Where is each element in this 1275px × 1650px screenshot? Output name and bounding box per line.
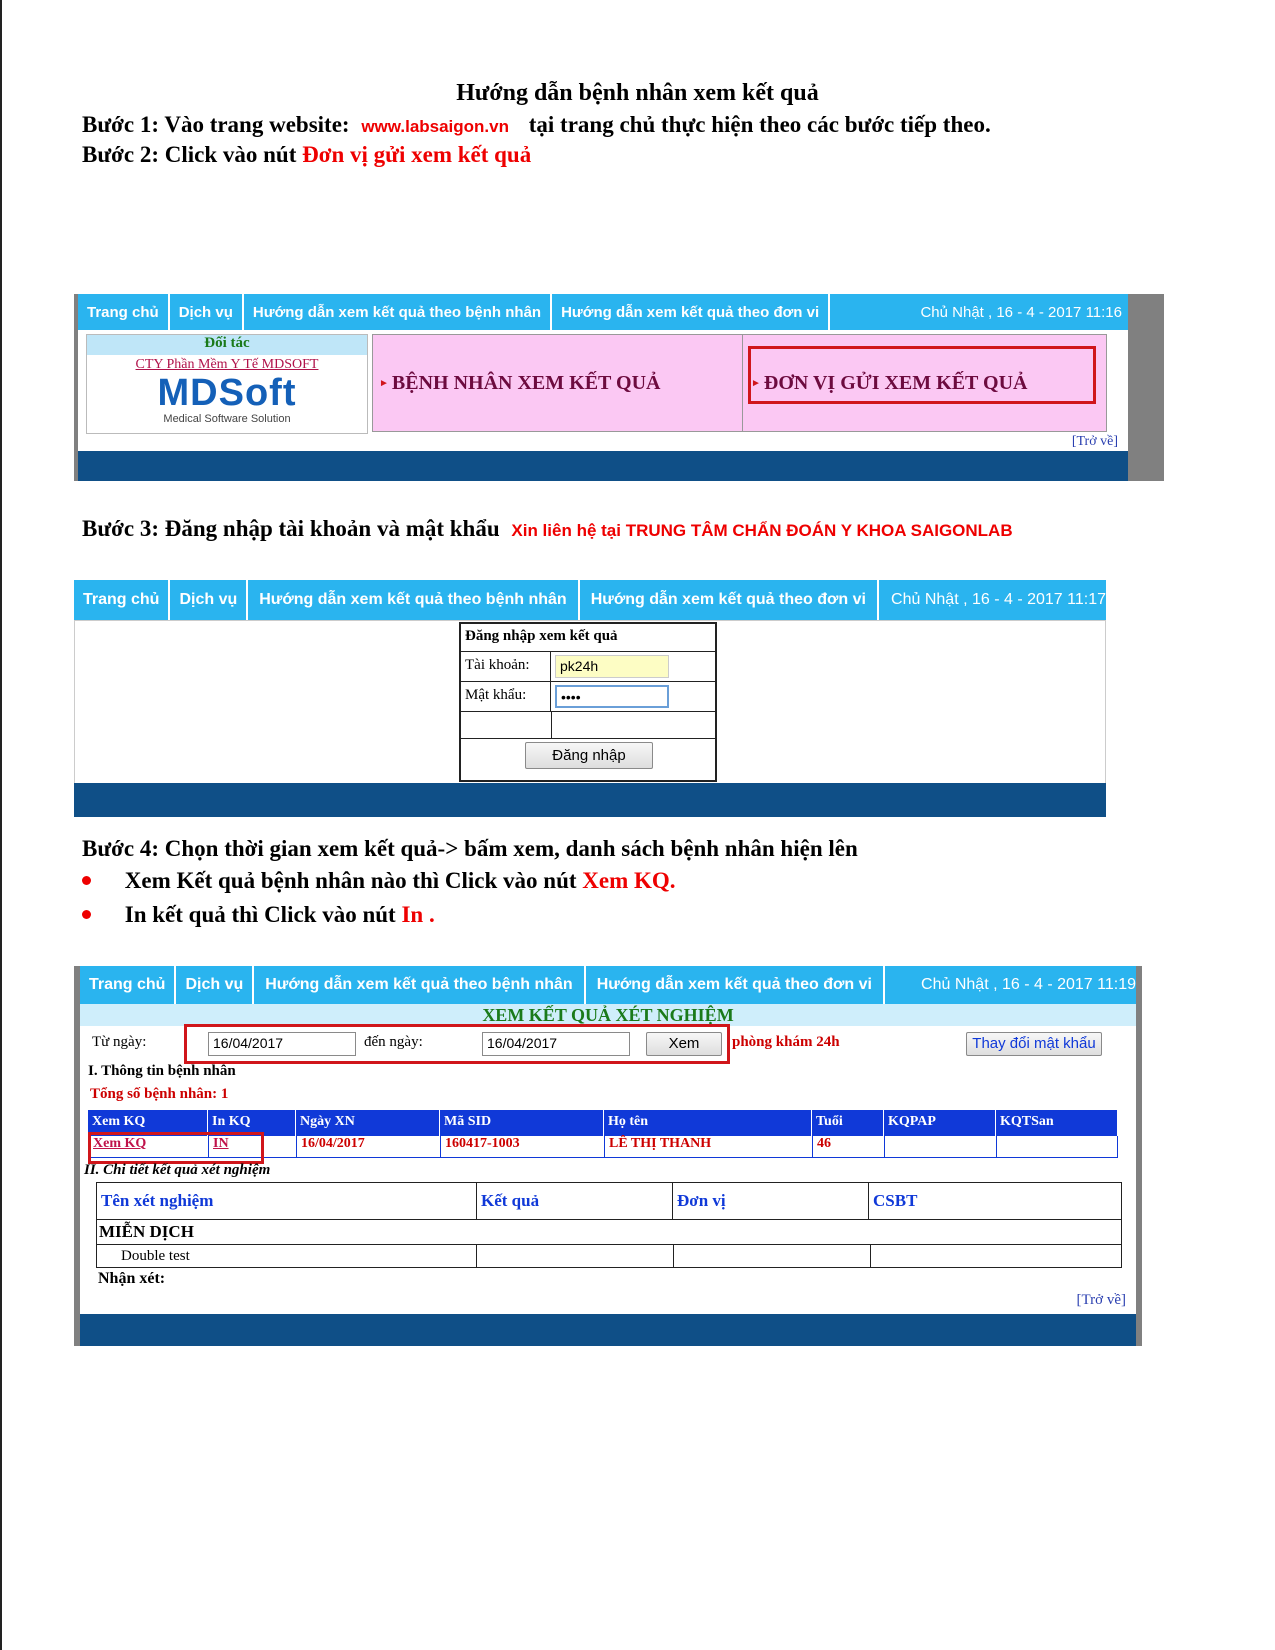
column-header: In KQ: [208, 1110, 296, 1136]
arrow-right-icon: ►: [751, 377, 761, 389]
empty-row: [461, 712, 715, 739]
step-1-prefix: Bước 1: Vào trang website:: [82, 112, 350, 137]
column-header: Tuổi: [812, 1110, 884, 1136]
login-form: [459, 622, 717, 782]
section-patient-info: I. Thông tin bệnh nhân: [88, 1063, 236, 1079]
home-frame: [74, 294, 1128, 481]
nav-guide-unit[interactable]: Hướng dẫn xem kết quả theo đơn vi: [586, 966, 885, 1004]
nav-guide-patient[interactable]: Hướng dẫn xem kết quả theo bệnh nhân: [248, 580, 579, 620]
password-row: [461, 682, 715, 712]
nav-guide-patient[interactable]: Hướng dẫn xem kết quả theo bệnh nhân: [254, 966, 585, 1004]
nav-datetime: Chủ Nhật , 16 - 4 - 2017 11:16: [920, 303, 1122, 321]
highlight-box-unit-button: [748, 346, 1096, 404]
detail-column-header: Tên xét nghiệm: [97, 1183, 477, 1219]
partner-header: Đối tác: [87, 335, 367, 355]
column-header: KQPAP: [884, 1110, 996, 1136]
change-password-button[interactable]: Thay đổi mật khẩu: [966, 1032, 1102, 1056]
bullet-1-prefix: Xem Kết quả bệnh nhân nào thì Click vào nút: [124, 868, 577, 893]
empty-cell: [461, 712, 552, 738]
partner-panel: [86, 334, 368, 434]
login-title: Đăng nhập xem kết quả: [461, 624, 715, 652]
back-link[interactable]: [Trở về]: [1076, 1292, 1126, 1308]
cell-patient-name: LÊ THỊ THANH: [605, 1136, 813, 1157]
test-group-row: MIỄN DỊCH: [97, 1220, 1121, 1245]
to-date-input[interactable]: 16/04/2017: [482, 1032, 630, 1056]
bullet-2-highlight: In .: [401, 902, 435, 927]
screenshot-results: [74, 966, 1142, 1346]
bullet-view-result: [82, 868, 676, 894]
step-3: [82, 516, 1013, 542]
password-label: Mật khẩu:: [461, 682, 551, 711]
table-row: [97, 1245, 1121, 1267]
cell-reference: [871, 1245, 1121, 1267]
step-4: Bước 4: Chọn thời gian xem kết quả-> bấm xem, danh sách bệnh nhân hiện lên: [82, 836, 858, 861]
bullet-2-prefix: In kết quả thì Click vào nút: [124, 902, 396, 927]
partner-name-link[interactable]: CTY Phần Mềm Y Tế MDSOFT: [135, 357, 319, 372]
nav-datetime: Chủ Nhật , 16 - 4 - 2017 11:17: [891, 591, 1106, 608]
step-2: [82, 142, 531, 168]
footer-bar: [80, 1314, 1136, 1346]
username-row: [461, 652, 715, 682]
screenshot-home: [74, 294, 1164, 481]
login-button[interactable]: Đăng nhập: [525, 742, 653, 769]
cell-unit: [674, 1245, 871, 1267]
nav-home[interactable]: Trang chủ: [74, 580, 170, 620]
screenshot-login: [74, 580, 1106, 817]
cell-sid: 160417-1003: [441, 1136, 605, 1157]
cell-test-name: Double test: [97, 1245, 477, 1267]
view-button[interactable]: Xem: [646, 1032, 722, 1056]
cell-kqpap: [885, 1136, 997, 1157]
from-date-label: Từ ngày:: [92, 1034, 147, 1050]
details-table-header: [97, 1183, 1121, 1220]
step-3-contact-note: Xin liên hệ tại TRUNG TÂM CHẨN ĐOÁN Y KHOA SAIGONLAB: [511, 521, 1013, 540]
from-date-input[interactable]: 16/04/2017: [208, 1032, 356, 1056]
column-header: KQTSan: [996, 1110, 1118, 1136]
column-header: Xem KQ: [88, 1110, 208, 1136]
clinic-name: phòng khám 24h: [732, 1034, 840, 1050]
footer-bar: [78, 451, 1128, 481]
scrollbar-area: [1128, 294, 1164, 481]
back-link[interactable]: [Trở về]: [1071, 434, 1118, 449]
column-header: Ngày XN: [296, 1110, 440, 1136]
column-header: Mã SID: [440, 1110, 604, 1136]
cell-test-date: 16/04/2017: [297, 1136, 441, 1157]
patient-results-button[interactable]: [373, 335, 743, 431]
nav-guide-unit[interactable]: Hướng dẫn xem kết quả theo đơn vi: [552, 294, 830, 330]
view-result-link[interactable]: Xem KQ: [89, 1136, 209, 1157]
cell-age: 46: [813, 1136, 885, 1157]
password-input[interactable]: ••••: [555, 685, 669, 708]
patient-results-label: BỆNH NHÂN XEM KẾT QUẢ: [391, 371, 661, 394]
username-label: Tài khoản:: [461, 652, 551, 681]
step-2-highlight: Đơn vị gửi xem kết quả: [302, 142, 532, 167]
total-patients: Tổng số bệnh nhân: 1: [90, 1086, 229, 1102]
results-frame: [80, 966, 1136, 1346]
step-3-prefix: Bước 3: Đăng nhập tài khoản và mật khẩu: [82, 516, 500, 541]
highlight-box-row-actions: [88, 1132, 264, 1164]
nav-home[interactable]: Trang chủ: [78, 294, 170, 330]
nav-home[interactable]: Trang chủ: [80, 966, 176, 1004]
details-table: [96, 1182, 1122, 1268]
footer-bar: [74, 783, 1106, 817]
bullet-dot-icon: [82, 876, 91, 885]
website-url-link[interactable]: www.labsaigon.vn: [361, 117, 509, 136]
nav-datetime: Chủ Nhật , 16 - 4 - 2017 11:19: [921, 976, 1136, 993]
detail-column-header: Kết quả: [477, 1183, 673, 1219]
nav-services[interactable]: Dịch vụ: [170, 294, 244, 330]
username-input[interactable]: pk24h: [555, 655, 669, 678]
nav-services[interactable]: Dịch vụ: [176, 966, 254, 1004]
nav-guide-unit[interactable]: Hướng dẫn xem kết quả theo đơn vi: [580, 580, 879, 620]
bullet-dot-icon: [82, 910, 91, 919]
cell-kqtsan: [997, 1136, 1117, 1157]
column-header: Họ tên: [604, 1110, 812, 1136]
step-1: [82, 112, 991, 138]
step-1-suffix: tại trang chủ thực hiện theo các bước tiếp theo.: [528, 112, 991, 137]
step-2-prefix: Bước 2: Click vào nút: [82, 142, 297, 167]
remark-label: Nhận xét:: [98, 1270, 166, 1287]
mdsoft-logo: MDSoft: [157, 372, 297, 414]
cell-result: [477, 1245, 674, 1267]
page-title: Hướng dẫn bệnh nhân xem kết quả: [456, 80, 819, 106]
bullet-1-highlight: Xem KQ.: [582, 868, 676, 893]
nav-bar: [74, 580, 1106, 620]
mdsoft-logo-subtitle: Medical Software Solution: [163, 413, 291, 425]
unit-results-label: ĐƠN VỊ GỬI XEM KẾT QUẢ: [763, 371, 1028, 394]
arrow-right-icon: ►: [379, 377, 389, 389]
highlight-box-date-filter: [184, 1024, 730, 1064]
left-page-rule: [0, 0, 2, 1650]
detail-column-header: Đơn vị: [673, 1183, 869, 1219]
results-heading: XEM KẾT QUẢ XÉT NGHIỆM: [80, 1004, 1136, 1026]
bullet-print-result: [82, 902, 435, 928]
nav-services[interactable]: Dịch vụ: [170, 580, 248, 620]
detail-column-header: CSBT: [873, 1191, 918, 1210]
to-date-label: đến ngày:: [364, 1034, 423, 1050]
nav-guide-patient[interactable]: Hướng dẫn xem kết quả theo bệnh nhân: [244, 294, 552, 330]
print-result-link[interactable]: IN: [209, 1136, 297, 1157]
nav-bar: [78, 294, 1128, 330]
section-test-details: II. Chi tiết kết quả xét nghiệm: [84, 1162, 271, 1178]
nav-bar: [80, 966, 1136, 1004]
